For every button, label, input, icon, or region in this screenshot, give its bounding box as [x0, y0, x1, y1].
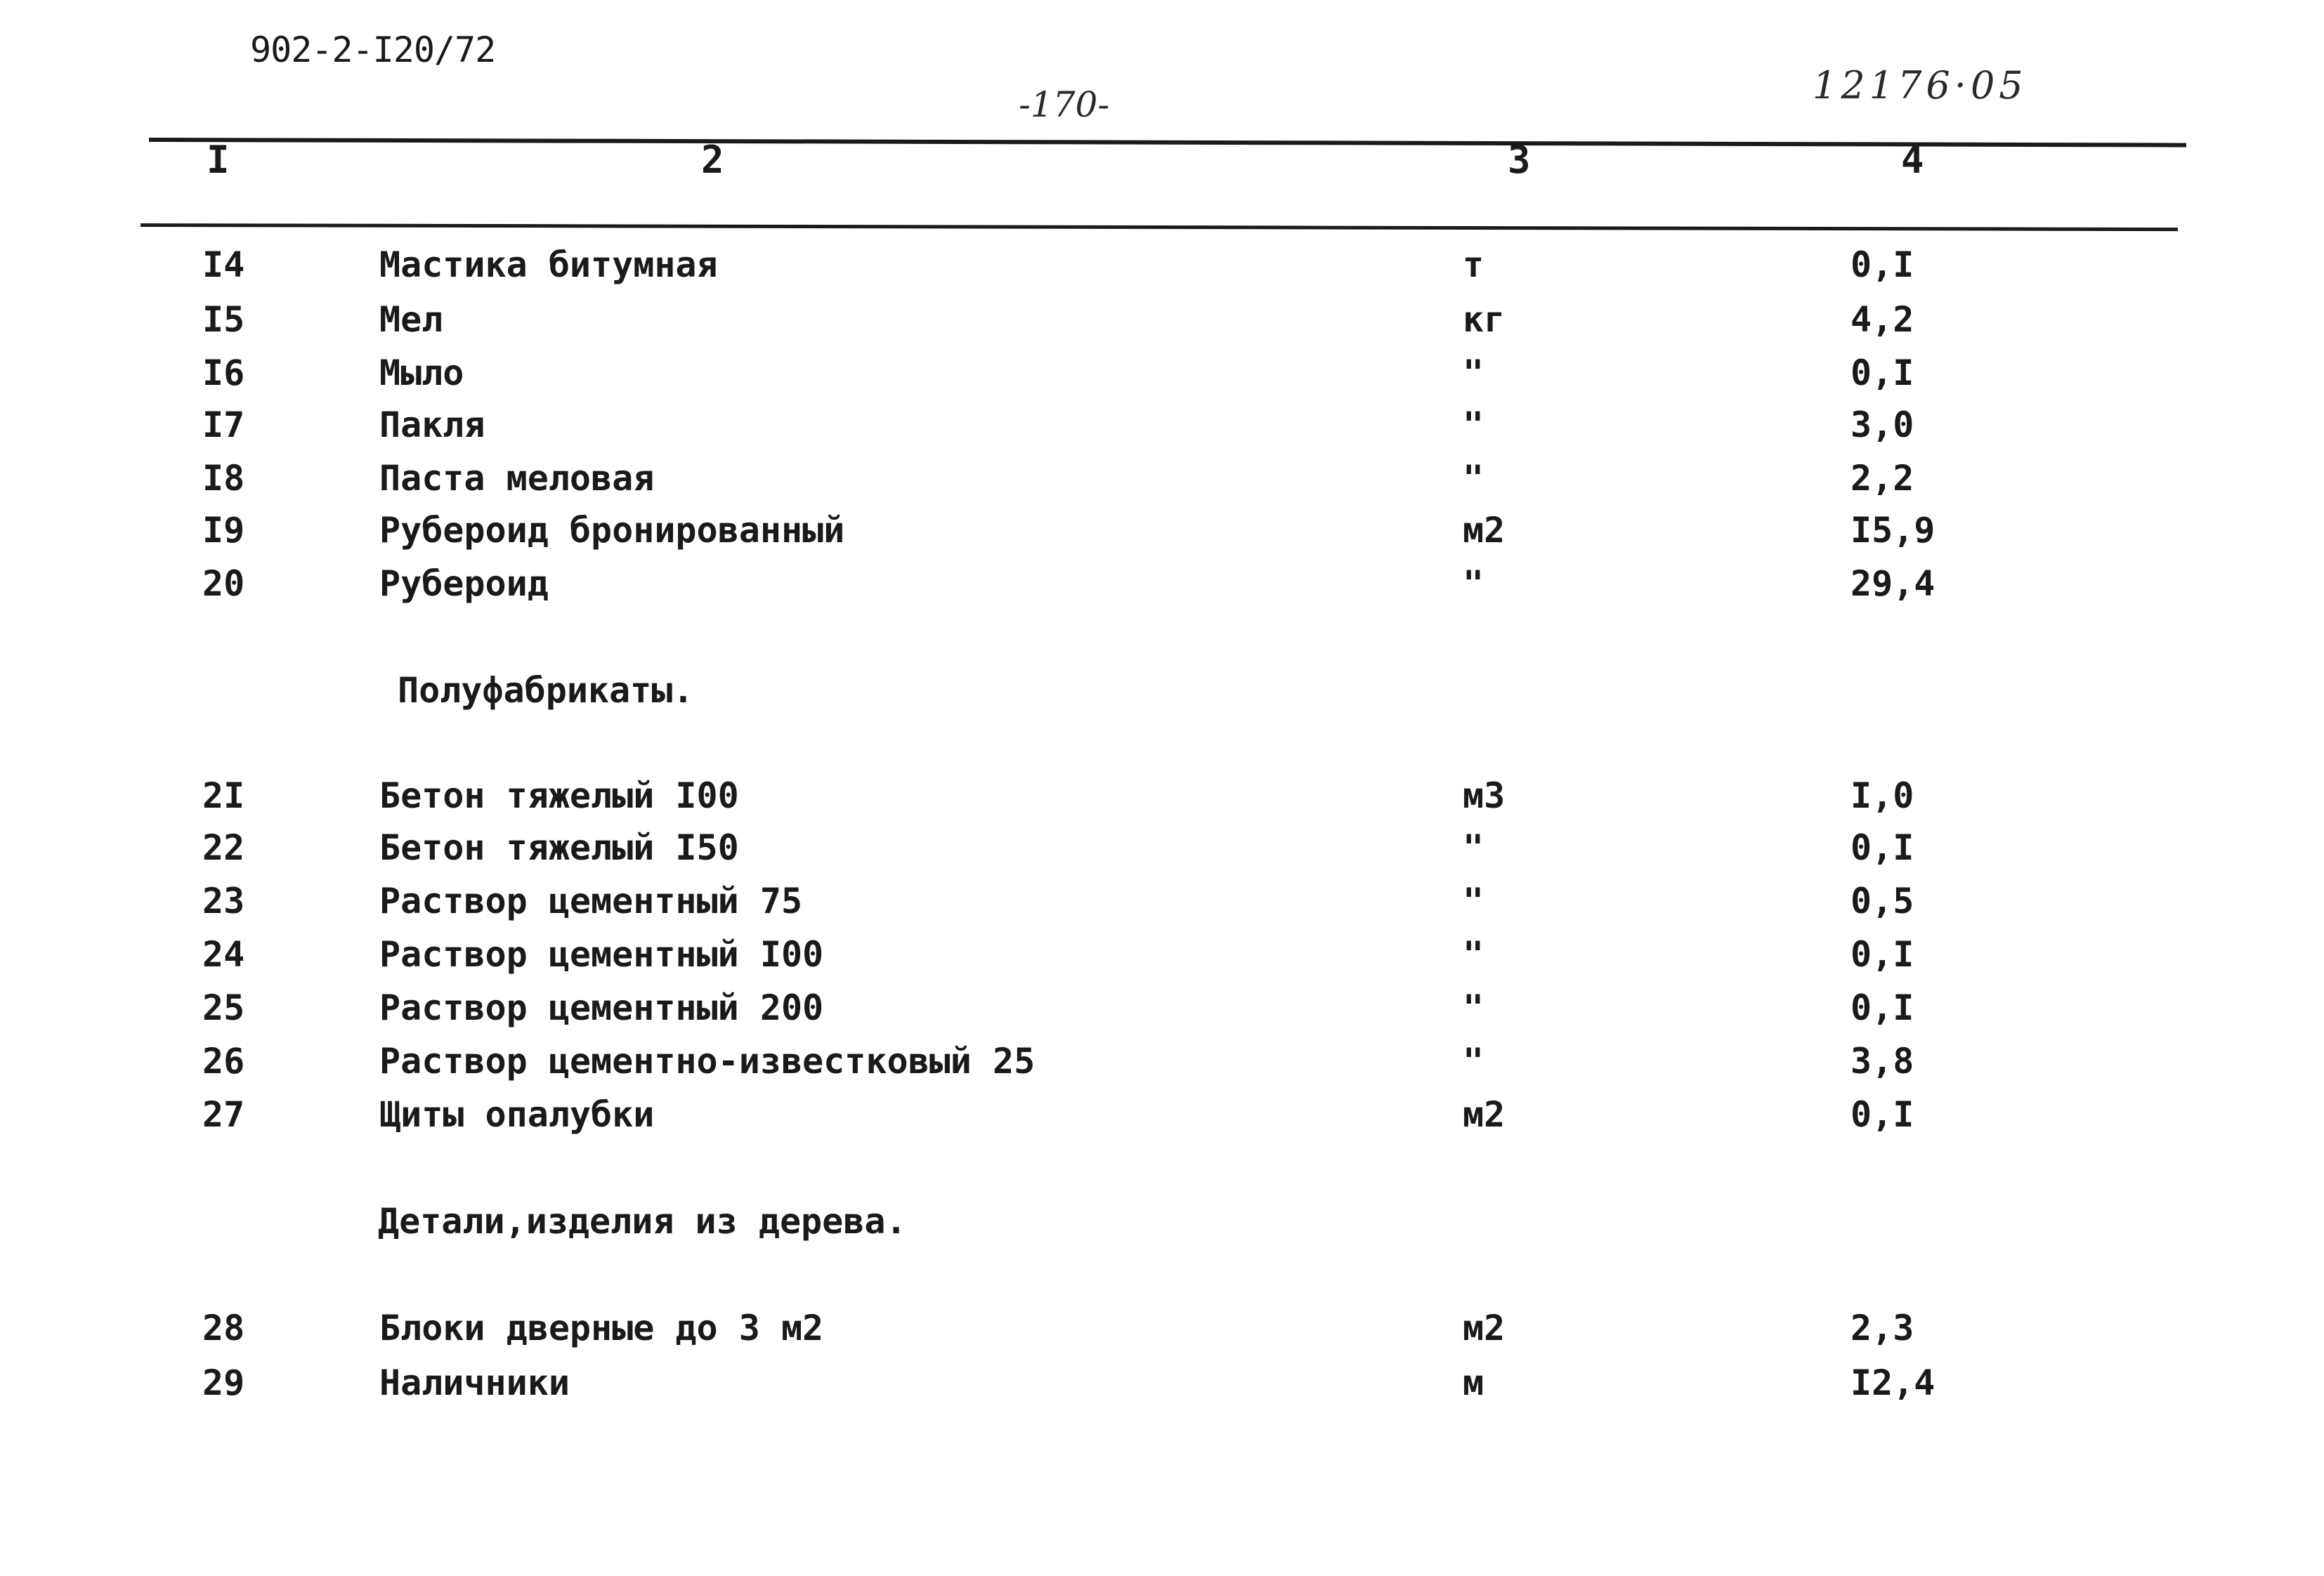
table-row: [0, 458, 2324, 507]
row-name: Раствор цементный 200: [379, 987, 824, 1028]
row-name: Мыло: [379, 353, 464, 393]
row-value: 0,5: [1850, 881, 1914, 921]
row-value: 29,4: [1850, 563, 1935, 604]
table-row: [0, 934, 2324, 983]
row-unit: м2: [1463, 510, 1506, 551]
row-value: 0,I: [1850, 244, 1914, 285]
row-unit: м: [1463, 1362, 1484, 1403]
row-name: Мел: [379, 299, 443, 340]
row-number: I4: [202, 244, 245, 285]
row-name: Раствор цементный 75: [379, 881, 803, 921]
table-row: [0, 405, 2324, 454]
row-name: Блоки дверные до 3 м2: [379, 1308, 824, 1348]
row-number: 24: [202, 934, 245, 975]
document-code: 902-2-I20/72: [250, 29, 496, 70]
page-number: -170-: [1019, 84, 1110, 125]
row-value: 4,2: [1850, 299, 1914, 340]
row-unit: кг: [1463, 299, 1506, 340]
row-unit: м2: [1463, 1094, 1506, 1135]
archive-number: 12176·05: [1813, 63, 2028, 107]
row-number: I7: [202, 405, 245, 445]
row-number: I9: [202, 510, 245, 551]
table-row: [0, 1362, 2324, 1412]
section-title-wood-parts: Детали,изделия из дерева.: [378, 1201, 907, 1242]
row-name: Бетон тяжелый I50: [379, 827, 739, 868]
row-number: 27: [202, 1094, 245, 1135]
row-number: 26: [202, 1041, 245, 1082]
row-name: Паста меловая: [379, 458, 655, 499]
table-row: [0, 881, 2324, 930]
row-value: 0,I: [1850, 934, 1914, 975]
row-unit: м3: [1463, 775, 1506, 816]
table-header-rule: [141, 223, 2178, 231]
table-row: [0, 987, 2324, 1037]
row-unit: ": [1463, 458, 1484, 499]
row-name: Наличники: [379, 1362, 570, 1403]
table-row: [0, 244, 2324, 294]
row-unit: ": [1463, 881, 1484, 921]
table-top-rule: [149, 138, 2186, 147]
section-title-semifinished: Полуфабрикаты.: [398, 670, 694, 711]
row-name: Раствор цементный I00: [379, 934, 824, 975]
row-number: 28: [202, 1308, 245, 1348]
row-number: I6: [202, 353, 245, 393]
row-name: Мастика битумная: [379, 244, 718, 285]
row-unit: м2: [1463, 1308, 1506, 1348]
row-name: Раствор цементно-известковый 25: [379, 1041, 1036, 1082]
column-header-4: 4: [1901, 138, 1924, 182]
row-unit: ": [1463, 987, 1484, 1028]
row-value: I,0: [1850, 775, 1914, 816]
row-number: 20: [202, 563, 245, 604]
row-name: Рубероид: [379, 563, 549, 604]
table-row: [0, 1094, 2324, 1143]
table-row: [0, 299, 2324, 348]
row-unit: ": [1463, 934, 1484, 975]
table-row: [0, 1308, 2324, 1357]
row-unit: ": [1463, 1041, 1484, 1082]
row-name: Бетон тяжелый I00: [379, 775, 739, 816]
row-unit: т: [1463, 244, 1484, 285]
row-number: 22: [202, 827, 245, 868]
row-value: 3,8: [1850, 1041, 1914, 1082]
row-value: 2,2: [1850, 458, 1914, 499]
column-header-1: I: [207, 138, 230, 182]
row-value: 0,I: [1850, 353, 1914, 393]
row-number: I5: [202, 299, 245, 340]
row-number: 29: [202, 1362, 245, 1403]
row-value: 0,I: [1850, 1094, 1914, 1135]
row-unit: ": [1463, 405, 1484, 445]
row-value: 0,I: [1850, 987, 1914, 1028]
table-row: [0, 510, 2324, 559]
table-row: [0, 827, 2324, 876]
row-unit: ": [1463, 827, 1484, 868]
row-number: I8: [202, 458, 245, 499]
row-number: 2I: [202, 775, 245, 816]
row-value: 0,I: [1850, 827, 1914, 868]
row-value: 2,3: [1850, 1308, 1914, 1348]
row-value: I5,9: [1850, 510, 1935, 551]
row-value: 3,0: [1850, 405, 1914, 445]
row-number: 25: [202, 987, 245, 1028]
table-row: [0, 563, 2324, 612]
table-row: [0, 775, 2324, 825]
row-value: I2,4: [1850, 1362, 1935, 1403]
row-name: Рубероид бронированный: [379, 510, 845, 551]
column-header-3: 3: [1508, 138, 1531, 182]
row-name: Пакля: [379, 405, 485, 445]
column-header-2: 2: [701, 138, 724, 182]
table-row: [0, 1041, 2324, 1090]
table-row: [0, 353, 2324, 402]
row-number: 23: [202, 881, 245, 921]
row-unit: ": [1463, 563, 1484, 604]
row-unit: ": [1463, 353, 1484, 393]
row-name: Щиты опалубки: [379, 1094, 655, 1135]
